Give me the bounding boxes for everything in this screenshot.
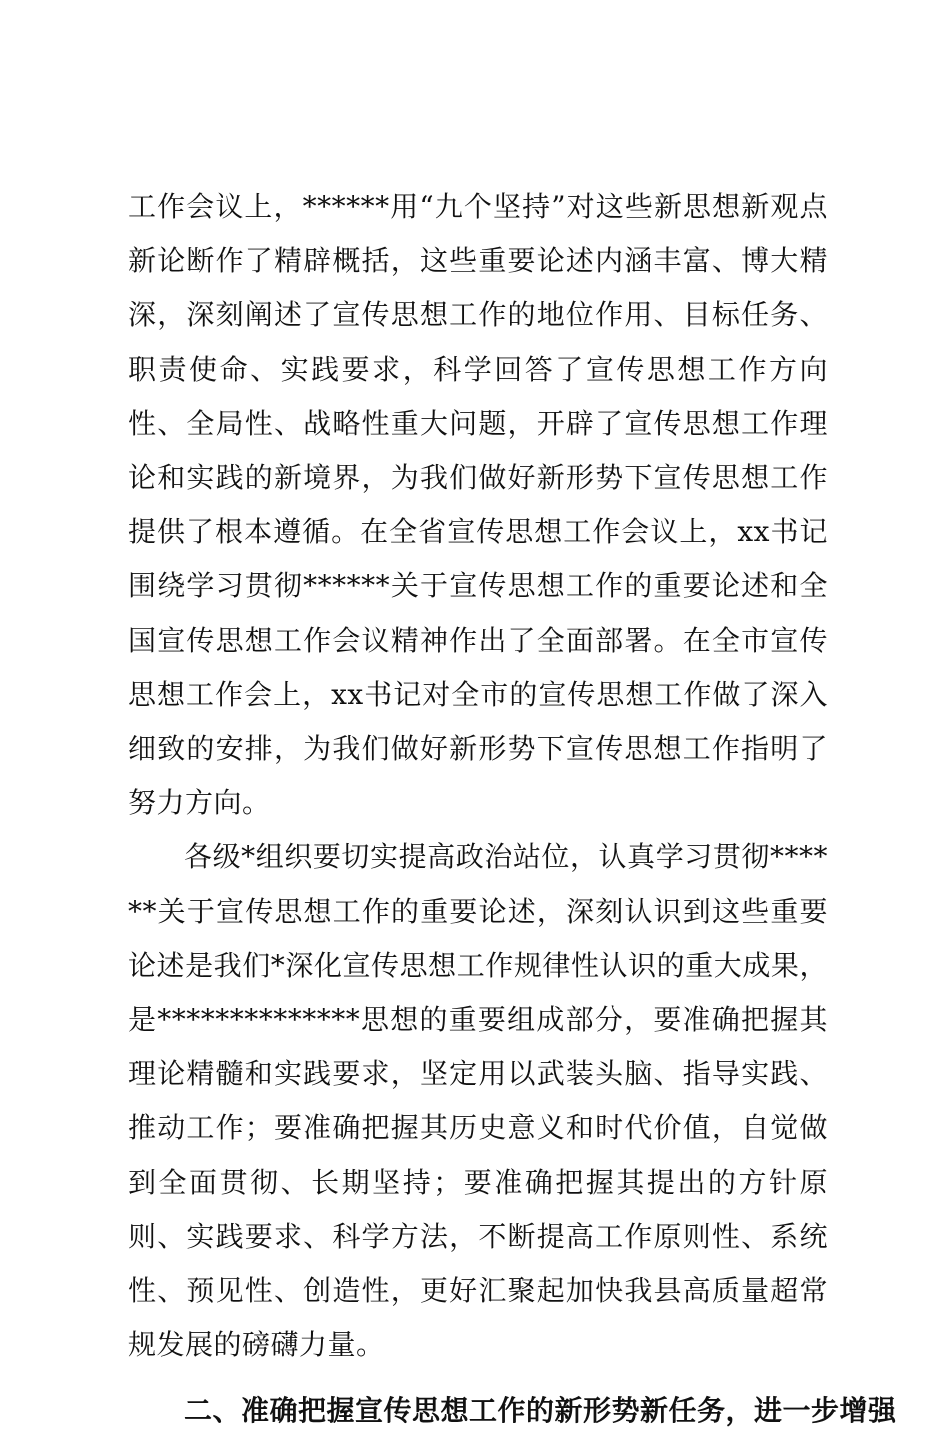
document-body (128, 180, 897, 1439)
paragraph-1: 工作会议上，******用“九个坚持”对这些新思想新观点新论断作了精辟概括，这些重要论述内涵丰富、博大精深，深刻阐述了宣传思想工作的地位作用、目标任务、职责使命、实践要求，科学回答了宣传思想工作方向性、全局性、战略性重大问题，开辟了宣传思想工作理论和实践的新境界，为我们做好新形势下宣传思想工作提供了根本遵循。在全省宣传思想工作会议上，xx书记围绕学习贯彻******关于宣传思想工作的重要论述和全国宣传思想工作会议精神作出了全面部署。在全市宣传思想工作会上，xx书记对全市的宣传思想工作做了深入细致的安排，为我们做好新形势下宣传思想工作指明了努力方向。 (128, 190, 828, 820)
paragraph-2: 各级*组织要切实提高政治站位，认真学习贯彻******关于宣传思想工作的重要论述，深刻认识到这些重要论述是我们*深化宣传思想工作规律性认识的重大成果，是**************思想的重要组成部分，要准确把握其理论精髓和实践要求，坚定用以武装头脑、指导实践、推动工作；要准确把握其历史意义和时代价值，自觉做到全面贯彻、长期坚持；要准确把握其提出的方针原则、实践要求、科学方法，不断提高工作原则性、系统性、预见性、创造性，更好汇聚起加快我县高质量超常规发展的磅礴力量。 (128, 840, 828, 1362)
section-heading: 二、准确把握宣传思想工作的新形势新任务，进一步增强 (184, 1394, 897, 1428)
